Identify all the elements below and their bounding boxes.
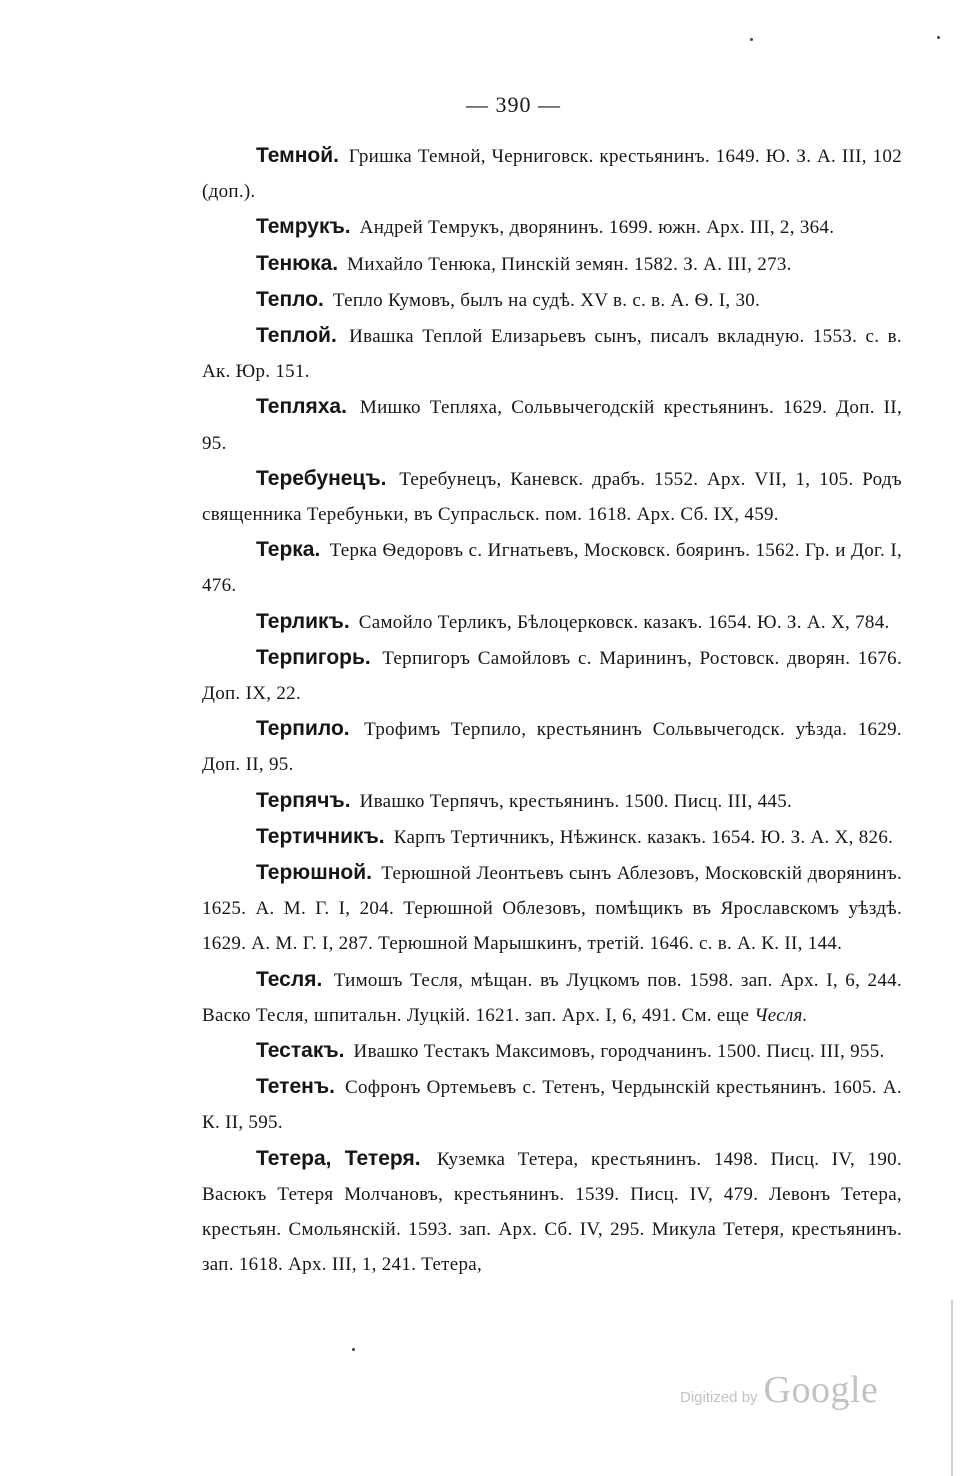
entry-headword: Терпило. [256,717,350,741]
entry [202,855,902,962]
entry-text: Михайло Тенюка, Пинскій земян. 1582. З. А. III, 273. [347,253,792,275]
entry [202,962,902,1033]
entry-headword: Терликъ. [256,609,350,633]
entry-headword: Терка. [256,538,321,562]
entry [202,138,902,209]
entry-headword: Тепляха. [256,395,347,419]
entry-text: Ивашко Тестакъ Максимовъ, городчанинъ. 1500. Писц. III, 955. [353,1041,885,1063]
entry-headword: Тертичникъ. [256,824,385,848]
entry-text: Софронъ Ортемьевъ с. Тетенъ, Чердынскій крестьянинъ. 1605. А. К. II, 595. [202,1077,902,1134]
digitized-watermark [680,1368,878,1412]
page-number: — 390 — [466,92,561,117]
entry-text: Карпъ Тертичникъ, Нѣжинск. казакъ. 1654. Ю. З. А. X, 826. [393,826,894,848]
entry-headword: Тетенъ. [256,1075,335,1099]
entry-text: Ивашка Теплой Елизарьевъ сынъ, писалъ вкладную. 1553. с. в. Ак. Юр. 151. [202,326,902,383]
entry-headword: Терпячъ. [256,788,351,812]
entry [202,318,902,389]
entry-headword: Темной. [256,144,339,167]
entry-text: Терпигоръ Самойловъ с. Марининъ, Ростовск. дворян. 1676. Доп. IX, 22. [202,647,902,705]
entry-text: Гришка Темной, Черниговск. крестьянинъ. 1649. Ю. З. А. III, 102 (доп.). [202,146,902,203]
dictionary-entries [202,138,902,1283]
entry [202,282,902,318]
entry-text: Теребунецъ, Каневск. драбъ. 1552. Арх. VII, 1, 105. Родъ священника Теребуньки, въ Супрасльск. пом. 1618. Арх. Сб. IX, 459. [202,468,902,526]
entry-headword: Темрукъ. [256,215,351,239]
entry-headword: Терюшной. [256,861,372,885]
entry-text: Трофимъ Терпило, крестьянинъ Сольвычегодск. уѣзда. 1629. Доп. II, 95. [202,719,902,776]
entry-text: Тепло Кумовъ, былъ на судѣ. XV в. с. в. А. Ѳ. I, 30. [332,289,761,311]
entry-headword: Теребунецъ. [256,466,387,490]
entry-text: Терюшной Леонтьевъ сынъ Аблезовъ, Московскій дворянинъ. 1625. А. М. Г. I, 204. Терюшной Облезовъ, помѣщикъ въ Ярославскомъ уѣздѣ. 1629. А. М. Г. I, 287. Терюшной Марышкинъ, третій. 1646. с. в. А. К. II, 144. [202,863,902,955]
entry [202,1069,902,1140]
entry-text: Куземка Тетера, крестьянинъ. 1498. Писц. IV, 190. Васюкъ Тетеря Молчановъ, крестьянинъ. 1539. Писц. IV, 479. Левонъ Тетера, крестьян. Смольянскій. 1593. зап. Арх. Сб. IV, 295. Микула Тетеря, крестьянинъ. зап. 1618. Арх. III, 1, 241. Тетера, [202,1148,902,1276]
entry [202,604,902,640]
entry-headword: Тенюка. [256,251,339,275]
entry [202,819,902,855]
entry-headword: Тепло. [256,287,324,311]
entry-text: Терка Ѳедоровъ с. Игнатьевъ, Московск. бояринъ. 1562. Гр. и Дог. I, 476. [202,540,902,597]
entry [202,711,902,782]
watermark-prefix: Digitized by [680,1389,758,1406]
entry [202,640,902,711]
entry-headword: Тесля. [256,967,323,991]
entry [202,461,902,532]
google-logo: Google [763,1369,879,1411]
entry [202,389,902,460]
entry-text: Ивашко Терпячъ, крестьянинъ. 1500. Писц. III, 445. [359,790,793,812]
entry [202,783,902,819]
scan-speck [937,36,940,39]
entry-headword: Теплой. [256,324,337,348]
scan-edge-line [951,1300,953,1476]
entry-headword: Терпигорь. [256,645,371,669]
entry-headword: Тестакъ. [256,1039,345,1063]
entry [202,1033,902,1069]
scan-speck [750,38,753,41]
entry-see-also: Чесля. [754,1004,808,1026]
scan-speck [352,1348,355,1351]
entry-text: Мишко Тепляха, Сольвычегодскій крестьянинъ. 1629. Доп. II, 95. [202,397,902,454]
entry [202,532,902,603]
entry-headword: Тетера, Тетеря. [256,1146,421,1170]
entry-text: Тимошъ Тесля, мѣщан. въ Луцкомъ пов. 1598. зап. Арх. I, 6, 244. Васко Тесля, шпитальн. Луцкій. 1621. зап. Арх. I, 6, 491. См. еще [202,969,902,1026]
entry [202,246,902,282]
entry [202,1141,902,1283]
entry-text: Самойло Терликъ, Бѣлоцерковск. казакъ. 1654. Ю. З. А. X, 784. [358,611,890,633]
entry [202,209,902,245]
entry-text: Андрей Темрукъ, дворянинъ. 1699. южн. Арх. III, 2, 364. [359,217,835,239]
